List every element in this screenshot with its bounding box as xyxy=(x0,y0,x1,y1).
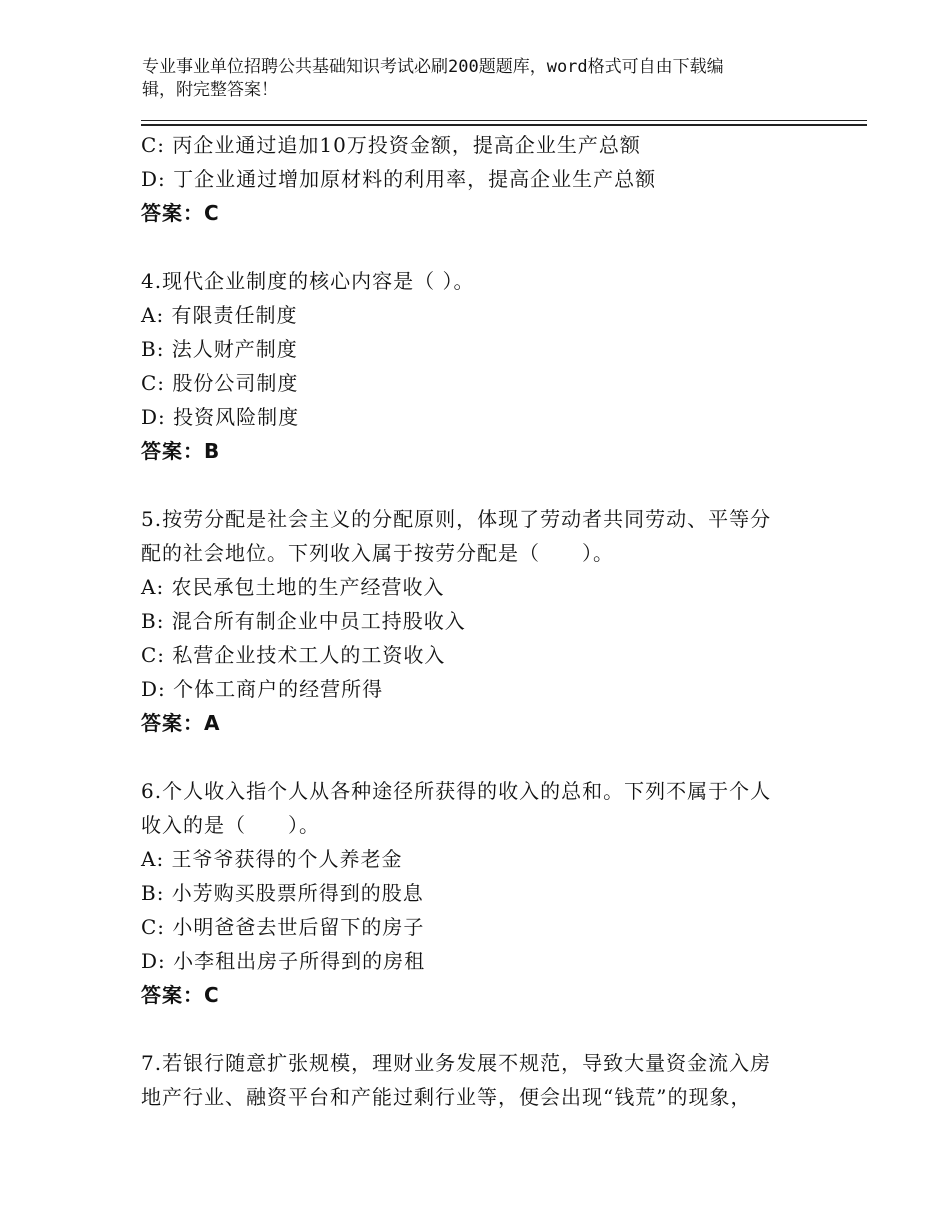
question-block xyxy=(141,502,821,740)
option-line: A: 农民承包土地的生产经营收入 xyxy=(141,575,445,599)
question-block xyxy=(141,128,821,230)
block-gap xyxy=(141,230,821,264)
option-line: B: 小芳购买股票所得到的股息 xyxy=(141,881,424,905)
option-line: A: 有限责任制度 xyxy=(141,303,298,327)
document-header xyxy=(142,56,792,102)
question-line: 4.现代企业制度的核心内容是（ ）。 xyxy=(141,269,475,293)
question-line: 收入的是（ ）。 xyxy=(141,813,320,837)
option-line: D: 投资风险制度 xyxy=(141,405,300,429)
question-block xyxy=(141,1046,821,1114)
question-line: 5.按劳分配是社会主义的分配原则，体现了劳动者共同劳动、平等分 xyxy=(141,507,772,531)
answer-line: 答案：C xyxy=(141,983,220,1007)
question-line: 地产行业、融资平台和产能过剩行业等，便会出现“钱荒”的现象， xyxy=(141,1085,752,1109)
question-line: 6.个人收入指个人从各种途径所获得的收入的总和。下列不属于个人 xyxy=(141,779,772,803)
answer-line: 答案：C xyxy=(141,201,220,225)
answer-line: 答案：B xyxy=(141,439,221,463)
question-line: 7.若银行随意扩张规模，理财业务发展不规范，导致大量资金流入房 xyxy=(141,1051,772,1075)
question-list xyxy=(141,128,821,1114)
option-line: B: 混合所有制企业中员工持股收入 xyxy=(141,609,466,633)
question-line: 配的社会地位。下列收入属于按劳分配是（ ）。 xyxy=(141,541,614,565)
option-line: C: 股份公司制度 xyxy=(141,371,299,395)
block-gap xyxy=(141,740,821,774)
block-gap xyxy=(141,1012,821,1046)
option-line: A: 王爷爷获得的个人养老金 xyxy=(141,847,403,871)
header-line-1: 专业事业单位招聘公共基础知识考试必刷200题题库，word格式可自由下载编 xyxy=(142,57,724,77)
question-block xyxy=(141,264,821,468)
option-line: D: 丁企业通过增加原材料的利用率，提高企业生产总额 xyxy=(141,167,657,191)
answer-line: 答案：A xyxy=(141,711,221,735)
option-line: C: 丙企业通过追加10万投资金额，提高企业生产总额 xyxy=(141,133,641,157)
option-line: C: 私营企业技术工人的工资收入 xyxy=(141,643,446,667)
option-line: B: 法人财产制度 xyxy=(141,337,298,361)
block-gap xyxy=(141,468,821,502)
header-rule-thick xyxy=(141,124,867,126)
option-line: C: 小明爸爸去世后留下的房子 xyxy=(141,915,425,939)
option-line: D: 个体工商户的经营所得 xyxy=(141,677,384,701)
question-block xyxy=(141,774,821,1012)
header-line-2: 辑，附完整答案！ xyxy=(142,80,278,100)
option-line: D: 小李租出房子所得到的房租 xyxy=(141,949,426,973)
header-rule-thin xyxy=(141,120,867,121)
